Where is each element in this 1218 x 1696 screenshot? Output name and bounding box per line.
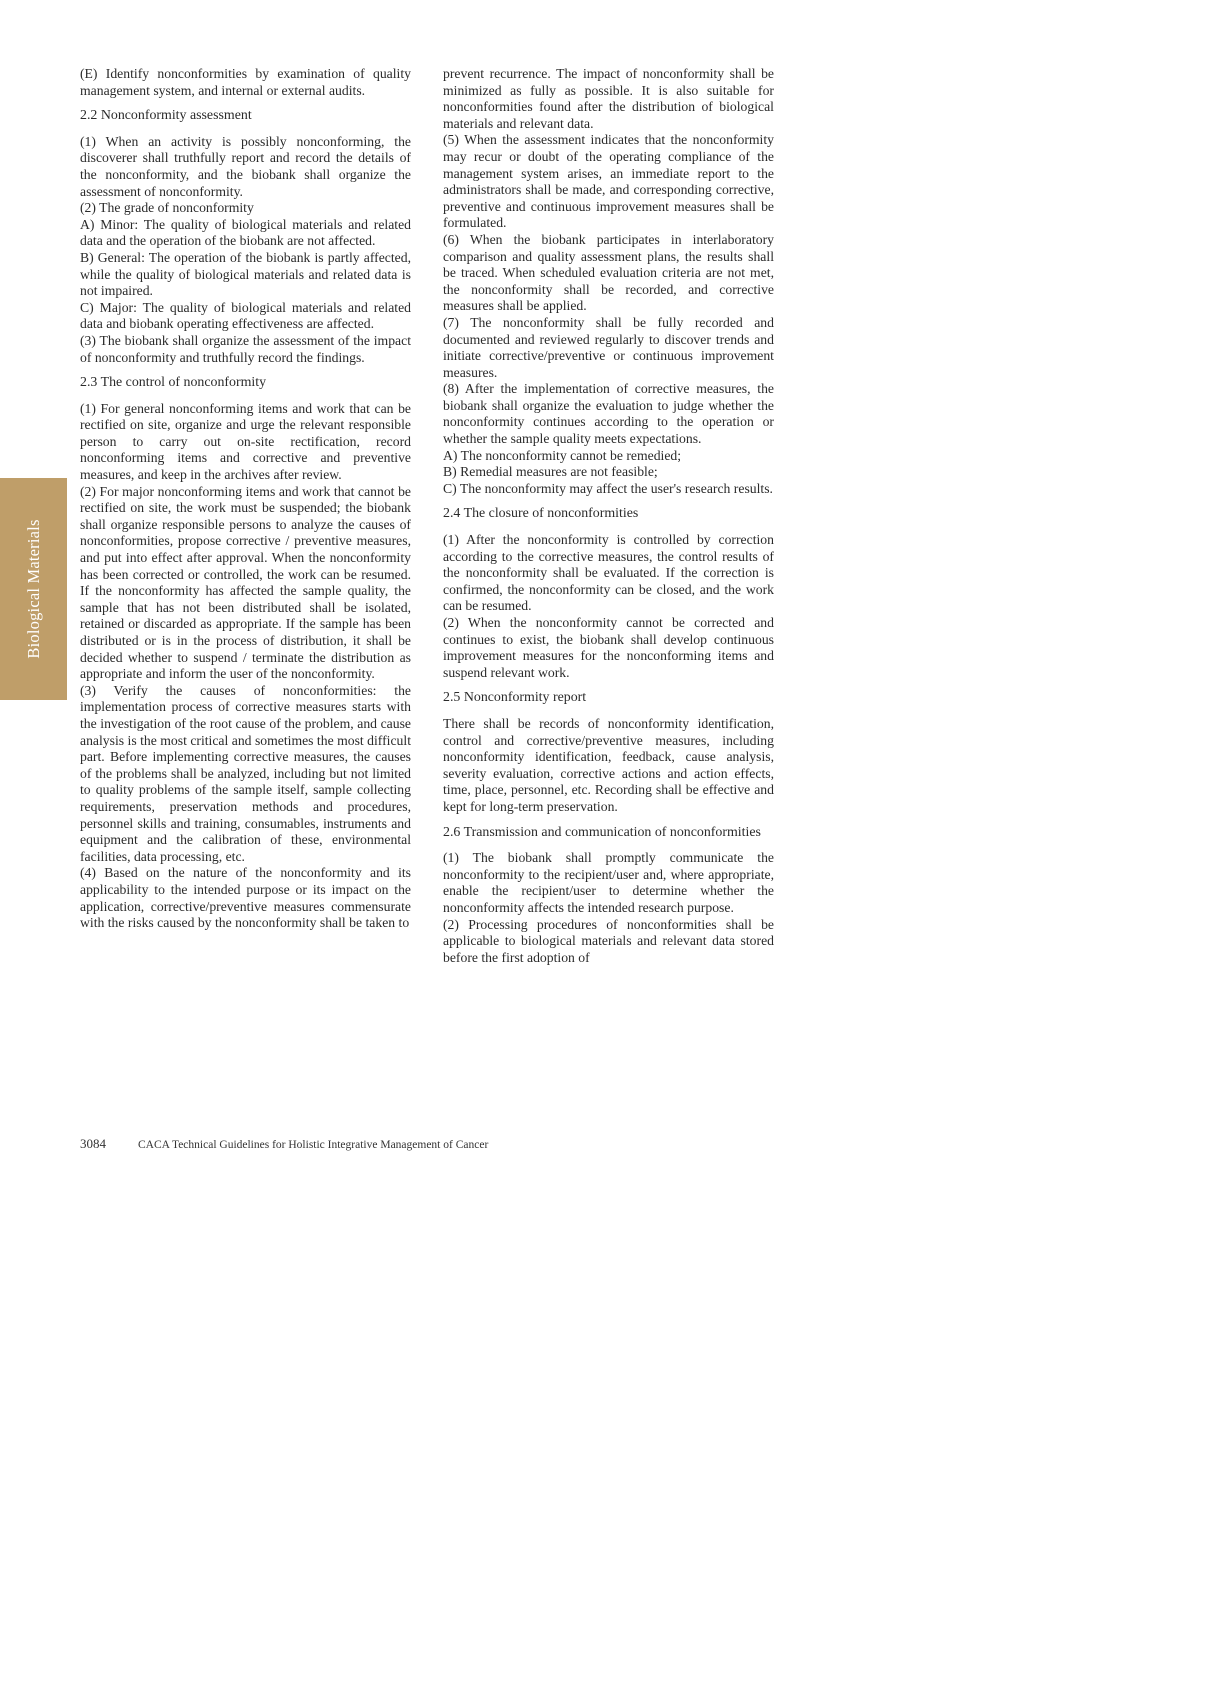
paragraph: (1) When an activity is possibly nonconforming, the discoverer shall truthfully report and record the details of the nonconformity, and the biobank shall organize the assessment of nonconformity. bbox=[80, 133, 411, 199]
running-title: CACA Technical Guidelines for Holistic Integrative Management of Cancer bbox=[138, 1139, 489, 1151]
paragraph: (2) Processing procedures of nonconformities shall be applicable to biological materials and relevant data stored before the first adoption of bbox=[443, 916, 774, 965]
page-footer bbox=[80, 1136, 488, 1152]
paragraph: A) The nonconformity cannot be remedied; bbox=[443, 447, 682, 463]
paragraph: (2) When the nonconformity cannot be corrected and continues to exist, the biobank shall develop continuous improvement measures for the nonconforming items and suspend relevant work. bbox=[443, 615, 774, 680]
paragraph: (5) When the assessment indicates that the nonconformity may recur or doubt of the operating compliance of the management system arises, an immediate report to the administrators shall be made, and corresponding corrective, preventive and continuous improvement measures shall be formulated. bbox=[443, 132, 774, 231]
paragraph: (6) When the biobank participates in interlaboratory comparison and quality assessment plans, the results shall be traced. When scheduled evaluation criteria are not met, the nonconformity shall be recorded, and corrective measures shall be applied. bbox=[443, 231, 774, 314]
right-text-column bbox=[443, 66, 774, 966]
paragraph: (2) The grade of nonconformity bbox=[80, 200, 254, 216]
paragraph: (1) For general nonconforming items and work that can be rectified on site, organize and urge the relevant responsible person to carry out on-site rectification, record nonconforming items and corrective and preventive measures, and keep in the archives after review. bbox=[80, 400, 411, 483]
paragraph: (1) After the nonconformity is controlled by correction according to the corrective measures, the control results of the nonconformity shall be evaluated. If the correction is confirmed, the nonconformity can be closed, and the work can be resumed. bbox=[443, 532, 774, 614]
paragraph: There shall be records of nonconformity identification, control and corrective/preventive measures, including nonconformity identification, feedback, cause analysis, severity evaluation, corrective actions and action effects, time, place, personnel, etc. Recording shall be effective and kept for long-term preservation. bbox=[443, 715, 774, 814]
paragraph: (E) Identify nonconformities by examination of quality management system, and internal or external audits. bbox=[80, 66, 411, 98]
paragraph: B) General: The operation of the biobank is partly affected, while the quality of biological materials and related data is not impaired. bbox=[80, 249, 411, 299]
section-heading: 2.3 The control of nonconformity bbox=[80, 375, 267, 391]
paragraph: (3) Verify the causes of nonconformities: the implementation process of corrective measures starts with the investigation of the root cause of the problem, and cause analysis is the most critical and sometimes the most difficult part. Before implementing corrective measures, the causes of the problems shall be analyzed, including but not limited to quality problems of the sample itself, sample collecting requirements, preservation methods and procedures, personnel skills and training, consumables, instruments and equipment and the calibration of these, environmental facilities, data processing, etc. bbox=[80, 682, 411, 864]
paragraph: (2) For major nonconforming items and work that cannot be rectified on site, the work must be suspended; the biobank shall organize responsible persons to analyze the causes of nonconformities, propose corrective / preventive measures, and put into effect after approval. When the nonconformity has been corrected or controlled, the work can be resumed. If the nonconformity has affected the sample quality, the sample that has not been distributed shall be isolated, retained or discarded as appropriate. If the sample has been distributed or is in the process of distribution, it shall be decided whether to suspend / terminate the distribution as appropriate and inform the user of the nonconformity. bbox=[80, 483, 411, 682]
paragraph: (8) After the implementation of corrective measures, the biobank shall organize the evaluation to judge whether the nonconformity continues according to the operation or whether the sample quality meets expectations. bbox=[443, 381, 774, 447]
paragraph: B) Remedial measures are not feasible; bbox=[443, 464, 658, 480]
paragraph: prevent recurrence. The impact of nonconformity shall be minimized as fully as possible. It is also suitable for nonconformities found after the distribution of biological materials and relevant data. bbox=[443, 66, 774, 131]
section-side-tab bbox=[0, 478, 67, 700]
section-heading: 2.4 The closure of nonconformities bbox=[443, 506, 639, 522]
side-tab-label: Biological Materials bbox=[23, 519, 43, 659]
section-heading: 2.2 Nonconformity assessment bbox=[80, 108, 252, 124]
section-heading: 2.6 Transmission and communication of nonconformities bbox=[443, 824, 761, 840]
section-heading: 2.5 Nonconformity report bbox=[443, 690, 587, 706]
page-number: 3084 bbox=[80, 1136, 106, 1151]
paragraph: C) Major: The quality of biological materials and related data and biobank operating effectiveness are affected. bbox=[80, 299, 411, 332]
left-text-column bbox=[80, 66, 411, 932]
paragraph: (3) The biobank shall organize the assessment of the impact of nonconformity and truthfully record the findings. bbox=[80, 332, 411, 365]
paragraph: C) The nonconformity may affect the user's research results. bbox=[443, 480, 773, 496]
paragraph: (7) The nonconformity shall be fully recorded and documented and reviewed regularly to discover trends and initiate corrective/preventive or continuous improvement measures. bbox=[443, 314, 774, 380]
paragraph: (4) Based on the nature of the nonconformity and its applicability to the intended purpose or its impact on the application, corrective/preventive measures commensurate with the risks caused by the nonconformity shall be taken to bbox=[80, 865, 411, 931]
paragraph: A) Minor: The quality of biological materials and related data and the operation of the biobank are not affected. bbox=[80, 216, 411, 249]
paragraph: (1) The biobank shall promptly communicate the nonconformity to the recipient/user and, where appropriate, enable the recipient/user to determine whether the nonconformity affects the intended research purpose. bbox=[443, 850, 774, 915]
